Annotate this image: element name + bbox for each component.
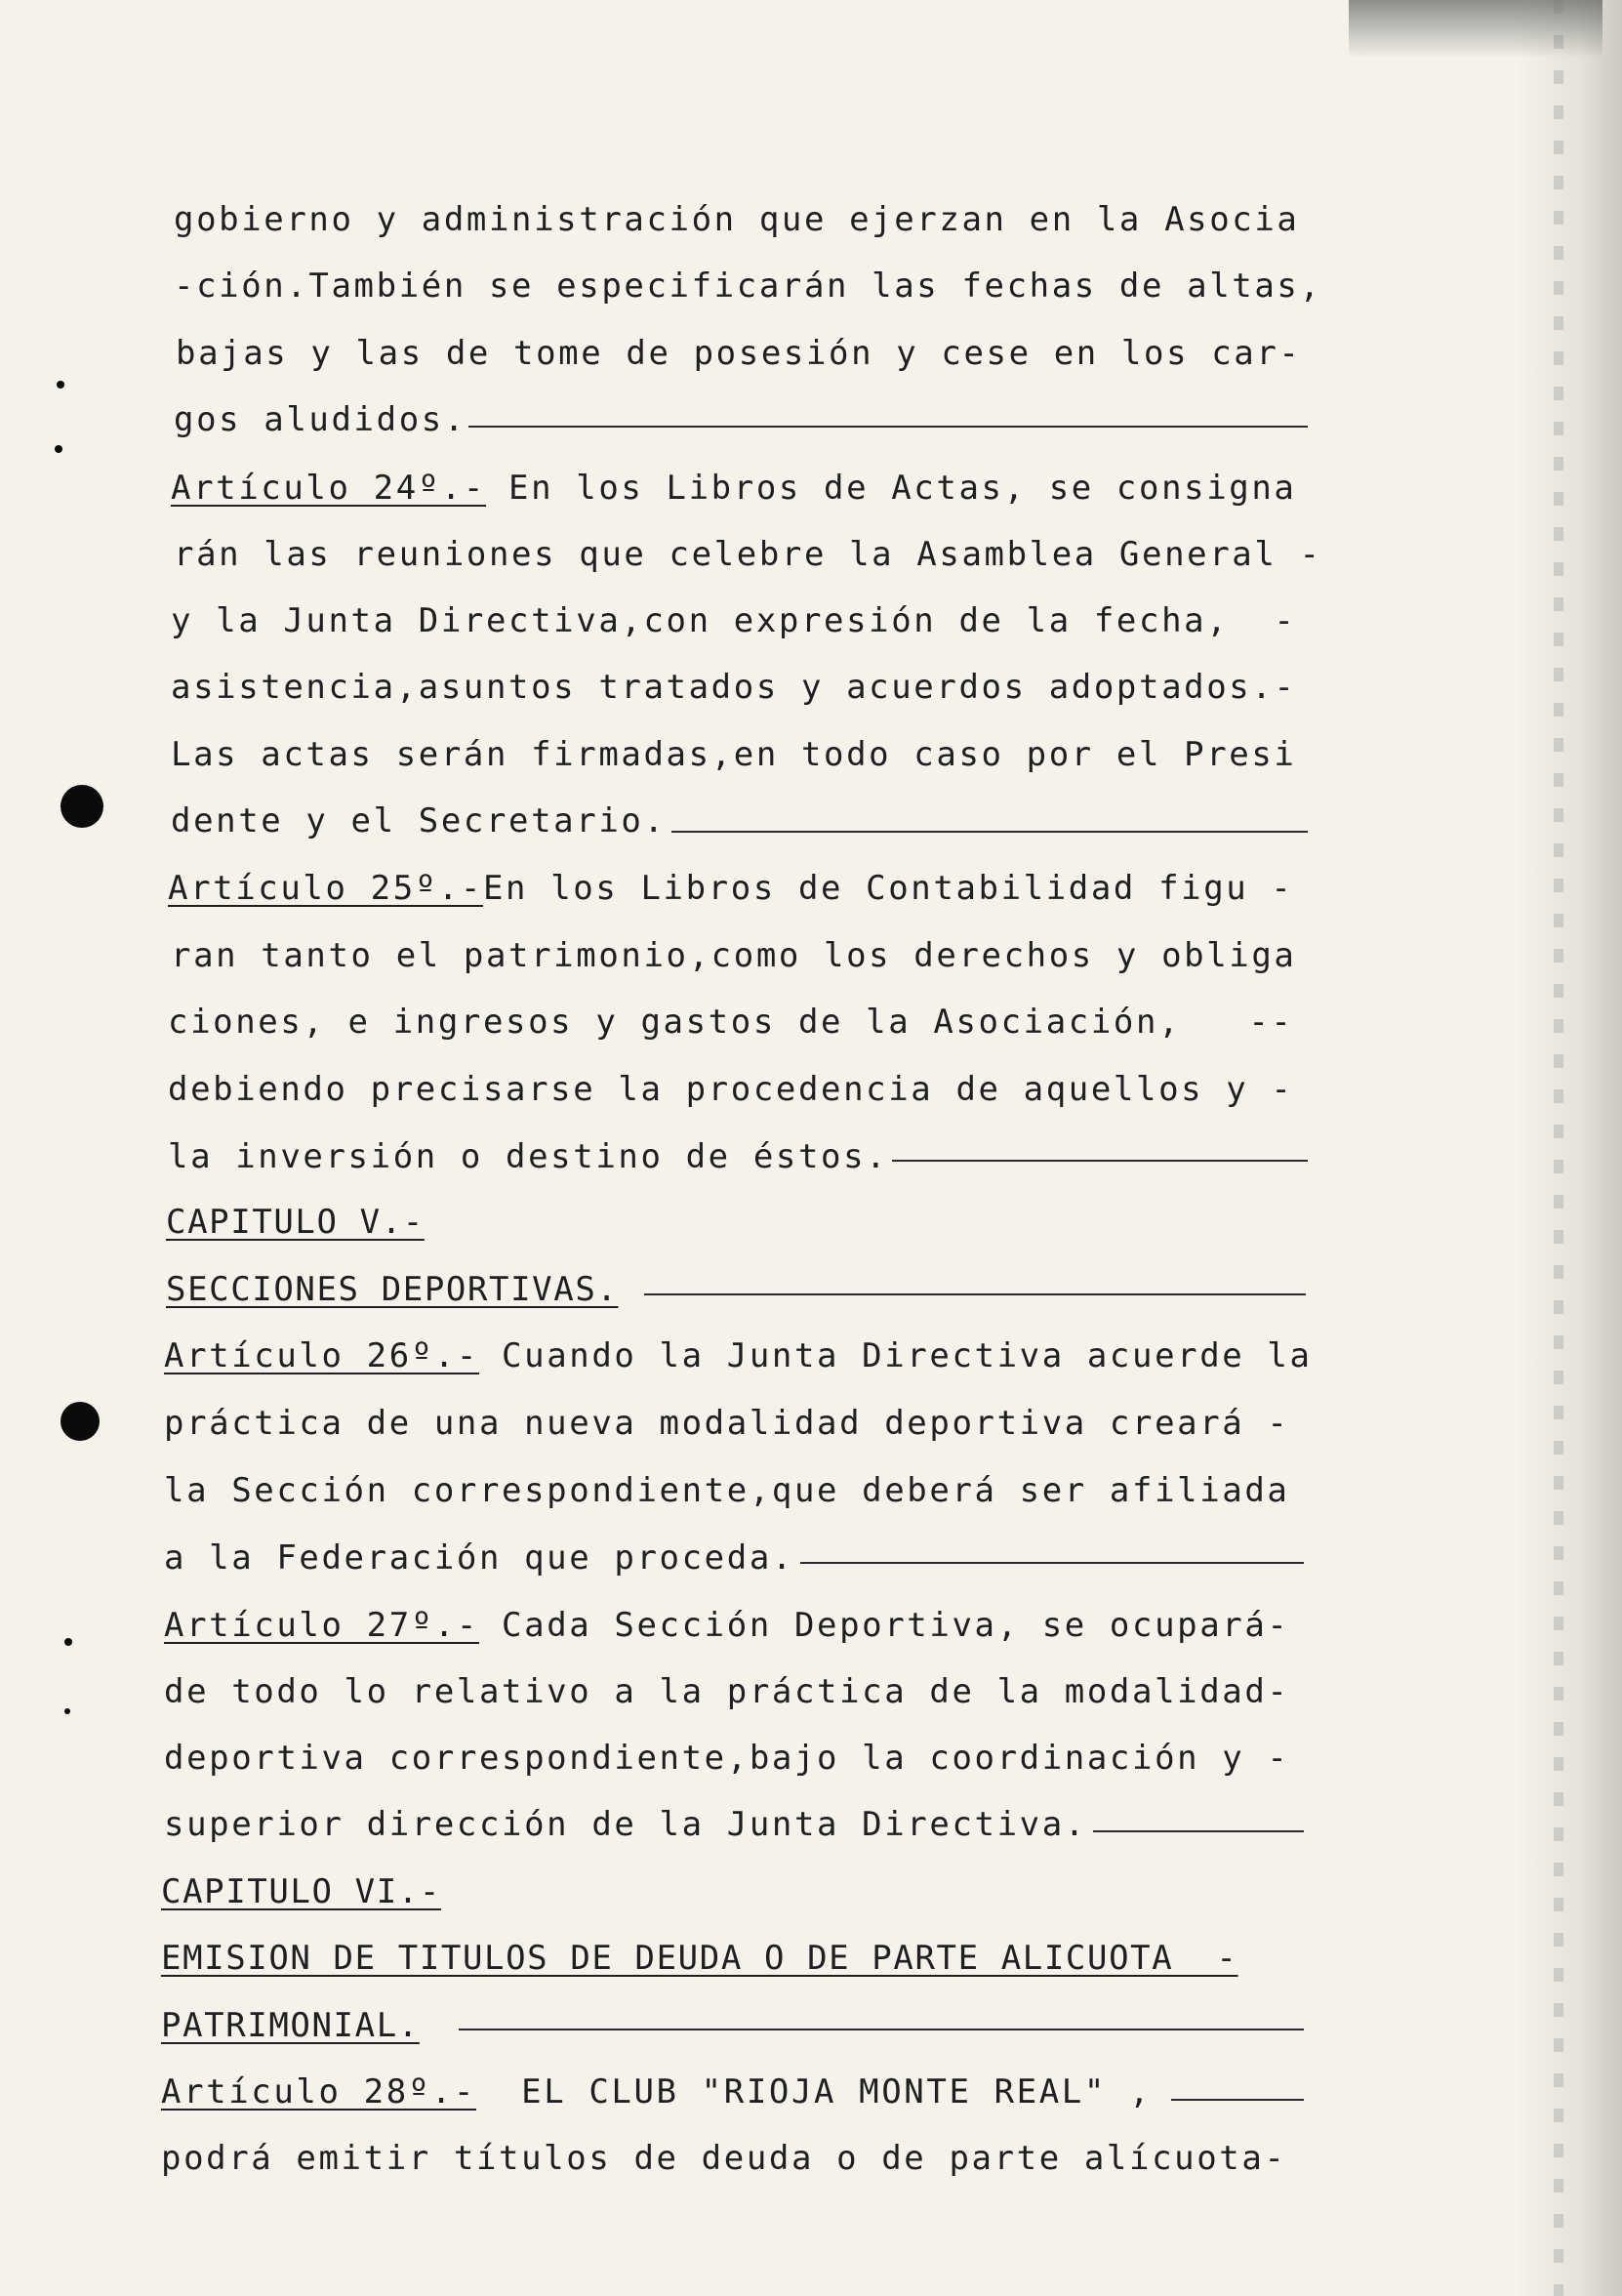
line-text-segment: Cuando la Junta Directiva acuerde la [478,1336,1313,1375]
line-text-segment: EL CLUB "RIOJA MONTE REAL" , [475,2072,1153,2112]
fill-rule [1093,1830,1304,1832]
document-line [164,1534,794,1582]
document-line [168,864,1294,913]
margin-dot [64,1638,72,1646]
line-text-segment: gobierno y administración que ejerzan en la Asocia [174,200,1300,239]
line-text-segment: Artículo 25º.- [168,869,483,908]
line-text-segment: Artículo 28º.- [161,2072,476,2112]
line-text-segment: podrá emitir títulos de deuda o de parte alícuota- [161,2139,1287,2178]
document-line [164,1601,1290,1650]
line-text-segment: deportiva correspondiente,bajo la coordinación y - [164,1739,1290,1778]
fill-rule [644,1293,1306,1295]
fill-rule [892,1160,1308,1162]
line-text-segment: rán las reuniones que celebre la Asamblea General - [174,535,1322,574]
line-text-segment: debiendo precisarse la procedencia de aquellos y - [168,1070,1294,1109]
punch-hole-mark [61,785,103,828]
scan-edge-stripe [1554,0,1563,2296]
document-line [168,1132,888,1181]
line-text-segment: PATRIMONIAL. [161,2006,420,2045]
line-text-segment: la inversión o destino de éstos. [168,1137,889,1176]
document-line [164,1399,1290,1448]
scan-shadow-top [1349,0,1602,59]
document-line [161,1867,441,1916]
line-text-segment: práctica de una nueva modalidad deportiva creará - [164,1404,1290,1443]
document-line [171,464,1297,512]
document-line [161,1934,1238,1983]
margin-dot [64,1708,70,1714]
line-text-segment: ciones, e ingresos y gastos de la Asociación, -- [168,1003,1294,1042]
document-line [164,1667,1290,1716]
line-text-segment: Artículo 27º.- [164,1606,479,1645]
line-text-segment: CAPITULO VI.- [161,1872,441,1911]
document-line [171,596,1297,645]
line-text-segment: Artículo 24º.- [171,469,486,508]
margin-dot [55,445,62,453]
fill-rule [1171,2099,1304,2101]
scan-shadow-edge [1515,0,1622,2296]
document-line [174,262,1322,310]
line-text-segment: CAPITULO V.- [166,1203,425,1242]
line-text-segment: -ción.También se especificarán las fechas de altas, [174,266,1322,306]
line-text-segment: dente y el Secretario. [171,801,667,840]
fill-rule [468,426,1308,428]
line-text-segment: bajas y las de tome de posesión y cese en los car- [176,334,1302,373]
line-text-segment: En los Libros de Actas, se consigna [485,469,1297,508]
document-line [166,1265,618,1314]
line-text-segment: En los Libros de Contabilidad figu - [482,869,1294,908]
line-text-segment: Cada Sección Deportiva, se ocupará- [478,1606,1290,1645]
line-text-segment: gos aludidos. [174,400,466,439]
line-text-segment: asistencia,asuntos tratados y acuerdos adoptados.- [171,668,1297,707]
document-line [174,530,1322,579]
document-line [174,395,466,444]
line-text-segment: Las actas serán firmadas,en todo caso por el Presi [171,735,1297,774]
margin-dot [57,381,64,389]
document-line [171,931,1297,980]
line-text-segment: de todo lo relativo a la práctica de la modalidad- [164,1672,1290,1711]
document-line [164,1800,1087,1849]
line-text-segment: la Sección correspondiente,que deberá ser afiliada [164,1471,1290,1510]
fill-rule [459,2029,1304,2030]
fill-rule [800,1562,1304,1564]
punch-hole-mark [61,1402,100,1441]
document-line [161,2068,1152,2116]
document-line [174,195,1300,244]
document-line [164,1466,1290,1515]
document-line [168,1065,1294,1114]
document-line [161,2134,1287,2183]
line-text-segment: EMISION DE TITULOS DE DEUDA O DE PARTE ALICUOTA - [161,1939,1238,1978]
document-line [171,797,667,845]
document-line [171,663,1297,712]
line-text-segment: a la Federación que proceda. [164,1538,794,1578]
document-line [164,1734,1290,1783]
line-text-segment: superior dirección de la Junta Directiva. [164,1805,1087,1844]
document-line [164,1332,1313,1380]
fill-rule [671,831,1308,833]
line-text-segment: y la Junta Directiva,con expresión de la fecha, - [171,601,1297,640]
line-text-segment: SECCIONES DEPORTIVAS. [166,1270,619,1309]
document-line [168,998,1294,1046]
document-line [161,2001,420,2050]
line-text-segment: Artículo 26º.- [164,1336,479,1375]
line-text-segment: ran tanto el patrimonio,como los derechos y obliga [171,936,1297,975]
document-line [176,329,1302,378]
document-line [171,730,1297,779]
document-line [166,1198,425,1247]
